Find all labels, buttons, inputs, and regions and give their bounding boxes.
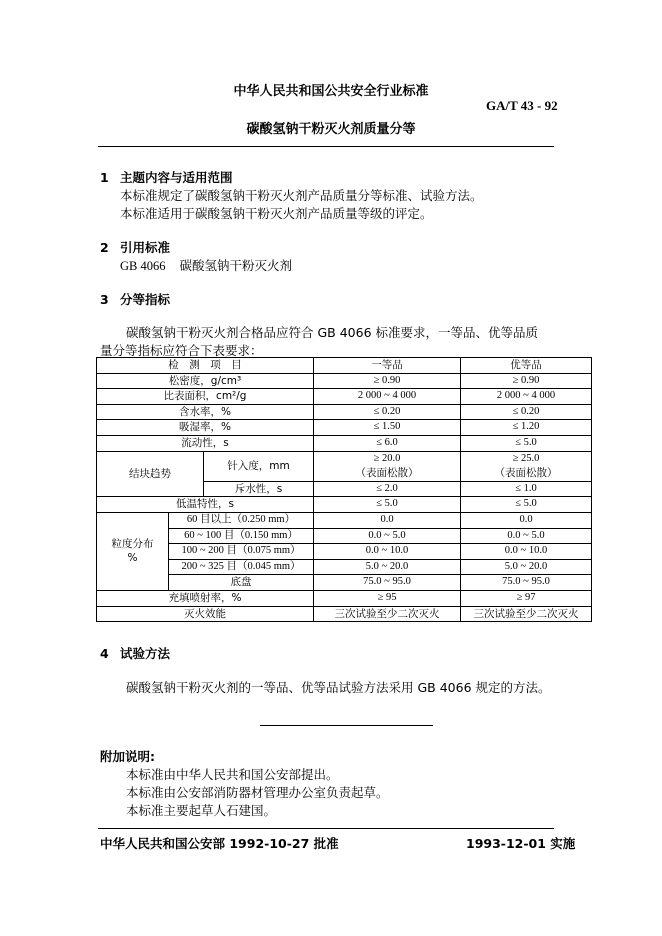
superior-grade-value: ≤ 5.0 xyxy=(461,497,592,513)
superior-grade-value: ≤ 0.20 xyxy=(461,404,592,420)
row-label: 吸湿率，% xyxy=(97,420,314,436)
table-row xyxy=(97,559,592,575)
footer-divider xyxy=(98,828,554,829)
section-2-heading xyxy=(100,238,170,256)
first-grade-needle-value: ≥ 20.0 xyxy=(373,452,401,464)
table-row xyxy=(97,497,592,513)
superior-grade-value: 2 000 ~ 4 000 xyxy=(461,389,592,405)
table-row xyxy=(97,373,592,389)
section-3-heading xyxy=(100,290,170,308)
first-grade-value: ≤ 0.20 xyxy=(314,404,461,420)
section-3-intro-line-1: 碳酸氢钠干粉灭火剂合格品应符合 GB 4066 标准要求，一等品、优等品质 xyxy=(126,325,538,340)
section-2-number: 2 xyxy=(100,240,109,255)
table-header-row xyxy=(97,358,592,374)
first-grade-needle-note: （表面松散） xyxy=(355,467,419,480)
table-row xyxy=(97,606,592,622)
superior-grade-needle-value: ≥ 25.0 xyxy=(512,452,540,464)
section-1-line-1: 本标准规定了碳酸氢钠干粉灭火剂产品质量分等标准、试验方法。 xyxy=(120,188,483,203)
header-item: 检 测 项 目 xyxy=(97,358,314,374)
header-first-grade: 一等品 xyxy=(314,358,461,374)
reference-name: 碳酸氢钠干粉灭火剂 xyxy=(179,258,293,273)
grading-table xyxy=(96,357,592,622)
row-label: 低温特性，s xyxy=(97,497,314,513)
row-label: 底盘 xyxy=(169,575,314,591)
first-grade-value: 0.0 ~ 10.0 xyxy=(314,544,461,560)
table-row xyxy=(97,420,592,436)
reference-entry xyxy=(120,256,292,274)
particle-group-label xyxy=(97,512,169,590)
row-label: 针入度，mm xyxy=(204,451,314,481)
first-grade-value: ≤ 1.50 xyxy=(314,420,461,436)
standard-code: GA/T 43 - 92 xyxy=(486,98,558,113)
end-of-text-divider xyxy=(260,725,433,726)
row-label: 60 目以上（0.250 mm） xyxy=(169,512,314,528)
superior-grade-value: 0.0 ~ 10.0 xyxy=(461,544,592,560)
row-label: 灭火效能 xyxy=(97,606,314,622)
first-grade-value: 5.0 ~ 20.0 xyxy=(314,559,461,575)
table-row xyxy=(97,590,592,606)
row-label: 流动性，s xyxy=(97,435,314,451)
appendix-line-2: 本标准由公安部消防器材管理办公室负责起草。 xyxy=(126,785,389,800)
table-row xyxy=(97,575,592,591)
superior-grade-value: 0.0 ~ 5.0 xyxy=(461,528,592,544)
row-label: 比表面积，cm²/g xyxy=(97,389,314,405)
table-row xyxy=(97,404,592,420)
table-row xyxy=(97,528,592,544)
row-label: 200 ~ 325 目（0.045 mm） xyxy=(169,559,314,575)
reference-code: GB 4066 xyxy=(120,259,166,273)
superior-grade-value: ≥ 97 xyxy=(461,590,592,606)
document-title: 碳酸氢钠干粉灭火剂质量分等 xyxy=(246,122,416,137)
approval-statement: 中华人民共和国公安部 1992-10-27 批准 xyxy=(100,836,339,851)
section-2-title: 引用标准 xyxy=(120,240,171,255)
section-3-title: 分等指标 xyxy=(120,292,171,307)
row-label: 松密度，g/cm³ xyxy=(97,373,314,389)
superior-grade-value xyxy=(461,451,592,481)
superior-grade-value: 75.0 ~ 95.0 xyxy=(461,575,592,591)
section-1-line-2: 本标准适用于碳酸氢钠干粉灭火剂产品质量等级的评定。 xyxy=(120,206,433,221)
superior-grade-value: 0.0 xyxy=(461,512,592,528)
caking-group-label: 结块趋势 xyxy=(97,451,204,497)
first-grade-value xyxy=(314,451,461,481)
superior-grade-value: ≤ 1.0 xyxy=(461,481,592,497)
appendix-title: 附加说明: xyxy=(100,749,155,764)
table-row xyxy=(97,435,592,451)
superior-grade-value: ≤ 1.20 xyxy=(461,420,592,436)
row-label: 斥水性，s xyxy=(204,481,314,497)
superior-grade-value: 5.0 ~ 20.0 xyxy=(461,559,592,575)
first-grade-value: 0.0 xyxy=(314,512,461,528)
first-grade-value: ≥ 95 xyxy=(314,590,461,606)
header-superior-grade: 优等品 xyxy=(461,358,592,374)
first-grade-value: ≤ 5.0 xyxy=(314,497,461,513)
table-row xyxy=(97,451,592,481)
row-label: 100 ~ 200 目（0.075 mm） xyxy=(169,544,314,560)
section-3-intro-line-2: 量分等指标应符合下表要求： xyxy=(100,343,263,358)
superior-grade-needle-note: （表面松散） xyxy=(494,467,558,480)
first-grade-value: 75.0 ~ 95.0 xyxy=(314,575,461,591)
section-4-title: 试验方法 xyxy=(120,646,171,661)
section-1-heading xyxy=(100,168,233,186)
section-1-number: 1 xyxy=(100,170,109,185)
table-row xyxy=(97,512,592,528)
superior-grade-value: ≤ 5.0 xyxy=(461,435,592,451)
row-label: 充填喷射率，% xyxy=(97,590,314,606)
row-label: 含水率，% xyxy=(97,404,314,420)
first-grade-value: 三次试验至少二次灭火 xyxy=(314,606,461,622)
particle-group-line-2: % xyxy=(127,552,138,565)
superior-grade-value: ≥ 0.90 xyxy=(461,373,592,389)
row-label: 60 ~ 100 目（0.150 mm） xyxy=(169,528,314,544)
section-1-title: 主题内容与适用范围 xyxy=(120,170,233,185)
table-row xyxy=(97,389,592,405)
table-row xyxy=(97,544,592,560)
header-divider xyxy=(98,146,554,147)
section-4-heading xyxy=(100,644,170,662)
effective-date: 1993-12-01 实施 xyxy=(466,836,576,851)
first-grade-value: ≥ 0.90 xyxy=(314,373,461,389)
particle-group-line-1: 粒度分布 xyxy=(111,537,154,550)
section-3-number: 3 xyxy=(100,292,109,307)
appendix-line-1: 本标准由中华人民共和国公安部提出。 xyxy=(126,767,339,782)
section-4-number: 4 xyxy=(100,646,109,661)
first-grade-value: 2 000 ~ 4 000 xyxy=(314,389,461,405)
first-grade-value: 0.0 ~ 5.0 xyxy=(314,528,461,544)
first-grade-value: ≤ 2.0 xyxy=(314,481,461,497)
section-4-text: 碳酸氢钠干粉灭火剂的一等品、优等品试验方法采用 GB 4066 规定的方法。 xyxy=(126,680,551,695)
appendix-line-3: 本标准主要起草人石建国。 xyxy=(126,803,277,818)
issuing-organization: 中华人民共和国公共安全行业标准 xyxy=(233,84,429,99)
superior-grade-value: 三次试验至少二次灭火 xyxy=(461,606,592,622)
first-grade-value: ≤ 6.0 xyxy=(314,435,461,451)
